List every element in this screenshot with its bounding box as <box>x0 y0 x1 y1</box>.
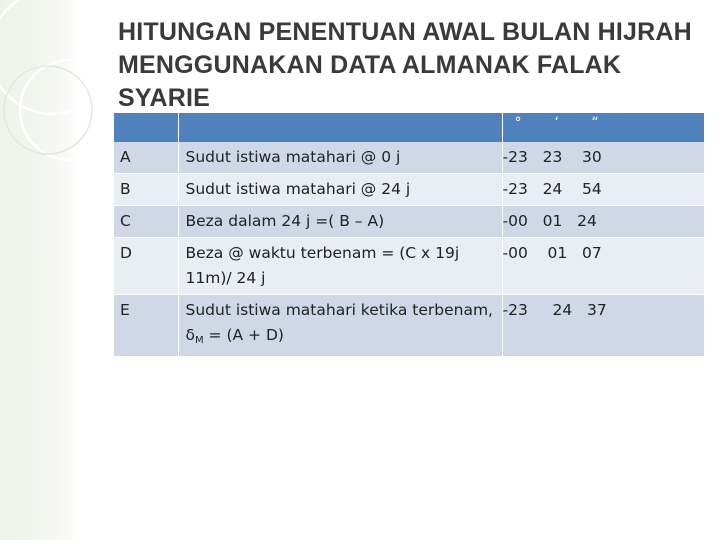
row-value: -00 01 24 <box>502 206 704 238</box>
row-description-subscript: M <box>194 335 204 346</box>
row-label: B <box>114 174 178 206</box>
table-row <box>114 142 704 174</box>
table-header-row <box>114 113 704 142</box>
row-description: Beza @ waktu terbenam = (C x 19j 11m)/ 24 j <box>178 238 502 295</box>
row-value: -23 24 37 <box>502 295 704 357</box>
row-description <box>178 295 502 357</box>
slide-title: HITUNGAN PENENTUAN AWAL BULAN HIJRAH MENGGUNAKAN DATA ALMANAK FALAK SYARIE <box>118 18 692 112</box>
header-cell-description <box>178 113 502 142</box>
table-row <box>114 238 704 295</box>
table-row <box>114 206 704 238</box>
row-description-suffix: = (A + D) <box>203 326 284 344</box>
row-description: Sudut istiwa matahari @ 24 j <box>178 174 502 206</box>
table-row <box>114 174 704 206</box>
table-row <box>114 295 704 357</box>
almanac-table <box>114 113 704 357</box>
row-description: Sudut istiwa matahari @ 0 j <box>178 142 502 174</box>
row-label: E <box>114 295 178 357</box>
row-label: A <box>114 142 178 174</box>
row-value: -00 01 07 <box>502 238 704 295</box>
row-label: D <box>114 238 178 295</box>
header-cell-label <box>114 113 178 142</box>
second-unit: “ <box>591 115 599 131</box>
row-label: C <box>114 206 178 238</box>
degree-unit: ° <box>514 115 522 131</box>
row-value: -23 23 30 <box>502 142 704 174</box>
row-description: Beza dalam 24 j =( B – A) <box>178 206 502 238</box>
row-description-text: Sudut istiwa matahari ketika terbenam, δ <box>185 301 493 344</box>
header-cell-value <box>502 113 704 142</box>
minute-unit: ‘ <box>554 115 559 131</box>
row-value: -23 24 54 <box>502 174 704 206</box>
